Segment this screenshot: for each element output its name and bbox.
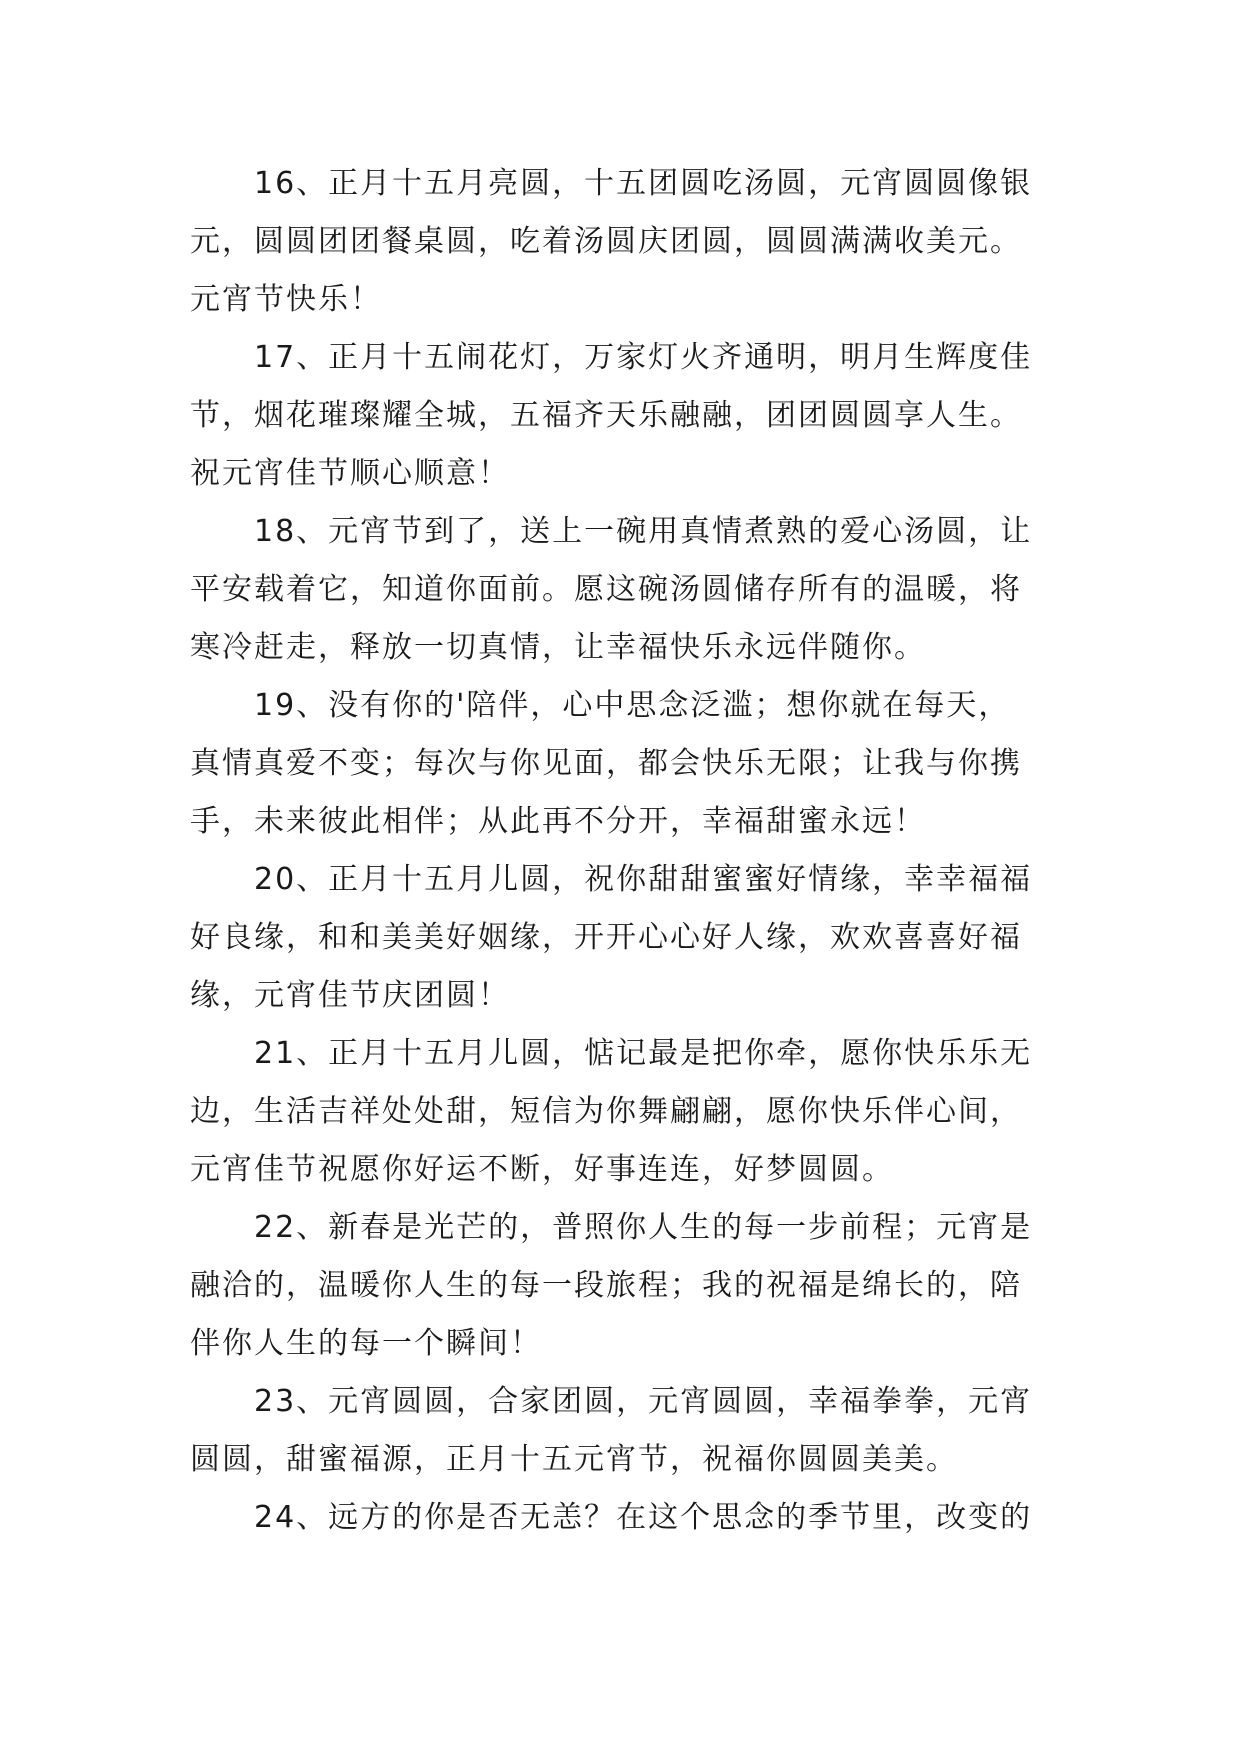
paragraph [190,503,1070,677]
text-line: 缘，元宵佳节庆团圆！ [190,978,510,1013]
text-line: 融洽的，温暖你人生的每一段旅程；我的祝福是绵长的，陪 [190,1268,1022,1303]
paragraph [190,677,1070,851]
text-line: 好良缘，和和美美好姻缘，开开心心好人缘，欢欢喜喜好福 [190,920,1022,955]
text-line: 圆圆，甜蜜福源，正月十五元宵节，祝福你圆圆美美。 [190,1442,958,1477]
text-line: 22、新春是光芒的，普照你人生的每一步前程；元宵是 [254,1210,1033,1245]
text-line: 元，圆圆团团餐桌圆，吃着汤圆庆团圆，圆圆满满收美元。 [190,224,1022,259]
document-body [190,155,1070,1547]
paragraph [190,1373,1070,1489]
text-line: 17、正月十五闹花灯，万家灯火齐通明，明月生辉度佳 [254,340,1033,375]
paragraph [190,155,1070,329]
paragraph [190,1025,1070,1199]
paragraph [190,851,1070,1025]
text-line: 24、远方的你是否无恙？在这个思念的季节里，改变的 [254,1500,1033,1535]
text-line: 元宵节快乐！ [190,282,382,317]
text-line: 节，烟花璀璨耀全城，五福齐天乐融融，团团圆圆享人生。 [190,398,1022,433]
text-line: 平安载着它，知道你面前。愿这碗汤圆储存所有的温暖，将 [190,572,1022,607]
text-line: 真情真爱不变；每次与你见面，都会快乐无限；让我与你携 [190,746,1022,781]
text-line: 23、元宵圆圆，合家团圆，元宵圆圆，幸福拳拳，元宵 [254,1384,1033,1419]
text-line: 元宵佳节祝愿你好运不断，好事连连，好梦圆圆。 [190,1152,894,1187]
paragraph [190,1199,1070,1373]
text-line: 16、正月十五月亮圆，十五团圆吃汤圆，元宵圆圆像银 [254,166,1033,201]
text-line: 祝元宵佳节顺心顺意！ [190,456,510,491]
text-line: 寒冷赶走，释放一切真情，让幸福快乐永远伴随你。 [190,630,926,665]
text-line: 边，生活吉祥处处甜，短信为你舞翩翩，愿你快乐伴心间， [190,1094,1022,1129]
paragraph [190,329,1070,503]
text-line: 21、正月十五月儿圆，惦记最是把你牵，愿你快乐乐无 [254,1036,1033,1071]
text-line: 伴你人生的每一个瞬间！ [190,1326,542,1361]
text-line: 手，未来彼此相伴；从此再不分开，幸福甜蜜永远！ [190,804,926,839]
text-line: 20、正月十五月儿圆，祝你甜甜蜜蜜好情缘，幸幸福福 [254,862,1033,897]
paragraph [190,1489,1070,1547]
text-line: 19、没有你的'陪伴，心中思念泛滥；想你就在每天， [254,688,1011,723]
text-line: 18、元宵节到了，送上一碗用真情煮熟的爱心汤圆，让 [254,514,1033,549]
